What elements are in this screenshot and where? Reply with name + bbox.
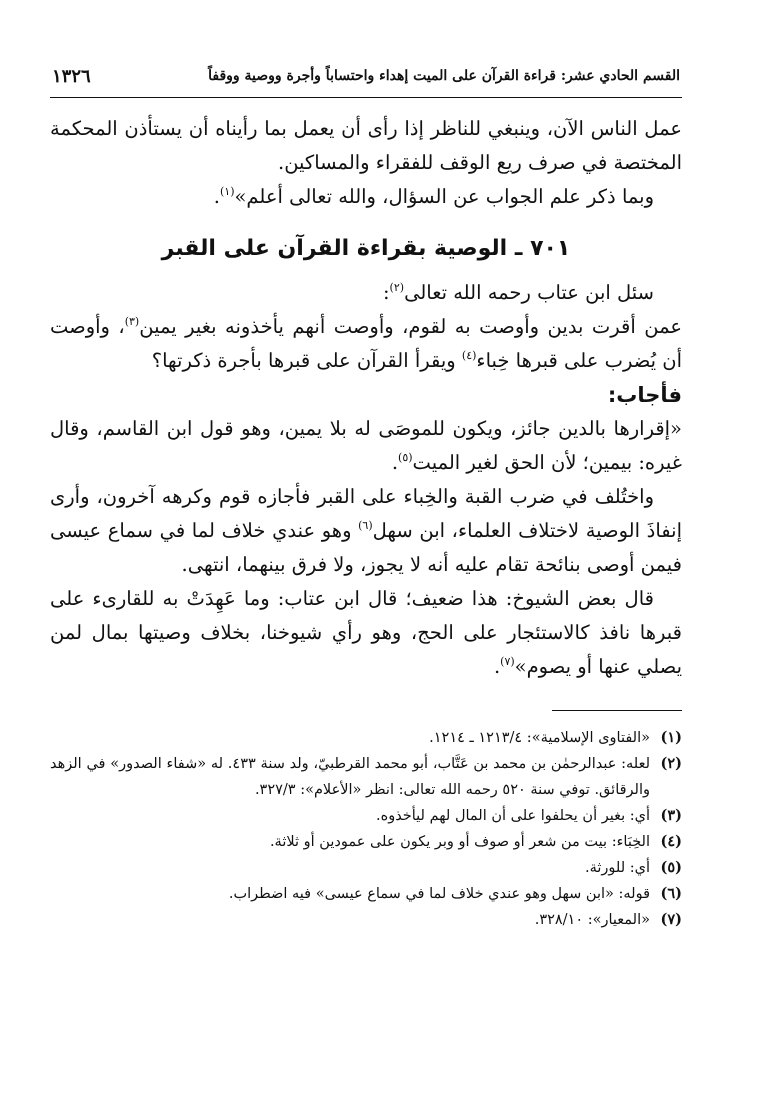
answer-paragraph-1: «إقرارها بالدين جائز، ويكون للموصَى له بلا يمين، وهو قول ابن القاسم، وقال غيره: بيمين؛ لأن الحق لغير الميت$^{(٥)}$. bbox=[50, 417, 682, 474]
footnote-number: (٧) bbox=[660, 911, 682, 928]
question-intro: سئل ابن عتاب رحمه الله تعالى$^{(٢)}$: bbox=[382, 281, 654, 304]
footnotes bbox=[50, 725, 682, 933]
footnote-item bbox=[50, 725, 682, 751]
footnote-ref-4[interactable]: (٤) bbox=[461, 349, 477, 362]
footnote-text: أي: للورثة. bbox=[584, 860, 650, 876]
footnote-ref-7[interactable]: (٧) bbox=[500, 655, 515, 668]
footnote-text: «الفتاوى الإسلامية»: ١٢١٣/٤ ـ ١٢١٤. bbox=[429, 730, 650, 746]
footnote-text: أي: بغير أن يحلفوا على أن المال لهم ليأخذوه. bbox=[375, 808, 650, 824]
footnote-number: (١) bbox=[660, 729, 682, 746]
footnote-number: (٢) bbox=[660, 755, 682, 772]
footnote-item bbox=[50, 855, 682, 881]
page-number: ١٣٢٦ bbox=[52, 65, 91, 87]
footnote-text: الخِبَاء: بيت من شعر أو صوف أو وبر يكون على عمودين أو ثلاثة. bbox=[269, 834, 650, 850]
footnote-item bbox=[50, 803, 682, 829]
answer-paragraph-2: واختُلف في ضرب القبة والخِباء على القبر فأجازه قوم وكرهه آخرون، وأرى إنفاذَ الوصية لاختلاف العلماء، ابن سهل$^{(٦)}$ وهو عندي خلاف لما في سماع عيسى فيمن أوصى بنائحة تقام عليه أنه لا يجوز، ولا فرق بينهما، انتهى. bbox=[50, 485, 682, 576]
footnote-text: «المعيار»: ٣٢٨/١٠. bbox=[534, 912, 650, 928]
answer-heading: فأجاب: bbox=[607, 383, 682, 407]
footnote-number: (٤) bbox=[660, 833, 682, 850]
footnote-ref-3[interactable]: (٣) bbox=[124, 315, 140, 328]
footnote-item bbox=[50, 829, 682, 855]
footnote-text: قوله: «ابن سهل وهو عندي خلاف لما في سماع عيسى» فيه اضطراب. bbox=[228, 886, 650, 902]
running-header bbox=[50, 55, 682, 98]
footnote-text: لعله: عبدالرحمٰن بن محمد بن عَتَّاب، أبو محمد القرطبيّ، ولد سنة ٤٣٣. له «شفاء الصدور» في الزهد والرقائق. توفي سنة ٥٢٠ رحمه الله تعالى: انظر «الأعلام»: ٣٢٧/٣. bbox=[50, 756, 650, 798]
footnote-number: (٣) bbox=[660, 807, 682, 824]
footnote-ref-2[interactable]: (٢) bbox=[389, 281, 405, 294]
question-text: عمن أقرت بدين وأوصت به لقوم، وأوصت أنهم يأخذونه بغير يمين$^{(٣)}$، وأوصت أن يُضرب على قبرها خِباء$^{(٤)}$ ويقرأ القرآن على قبرها بأجرة ذكرتها؟ bbox=[50, 315, 682, 372]
paragraph-continuation: عمل الناس الآن، وينبغي للناظر إذا رأى أن يعمل بما رأيناه أن يستأذن المحكمة المختصة في صرف ريع الوقف للفقراء والمساكين. bbox=[50, 117, 682, 174]
footnote-divider bbox=[552, 710, 682, 711]
footnote-item bbox=[50, 751, 682, 803]
running-title: القسم الحادي عشر: قراءة القرآن على الميت إهداء واحتساباً وأجرة ووصية ووقفاً bbox=[208, 68, 680, 84]
main-text bbox=[50, 112, 682, 684]
footnote-number: (٥) bbox=[660, 859, 682, 876]
closing-line: وبما ذكر علم الجواب عن السؤال، والله تعالى أعلم»$^{(١)}$. bbox=[213, 185, 654, 208]
footnote-ref-1[interactable]: (١) bbox=[219, 185, 235, 198]
footnote-ref-5[interactable]: (٥) bbox=[398, 451, 413, 464]
footnote-ref-6[interactable]: (٦) bbox=[358, 519, 373, 532]
footnote-item bbox=[50, 881, 682, 907]
book-page bbox=[50, 55, 682, 933]
footnote-item bbox=[50, 907, 682, 933]
answer-paragraph-3: قال بعض الشيوخ: هذا ضعيف؛ قال ابن عتاب: وما عَهِدَتْ به للقارىء على قبرها نافذ كالاستئجار على الحج، وهو رأي شيوخنا، بخلاف وصيتها بمال لمن يصلي عنها أو يصوم»$^{(٧)}$. bbox=[50, 587, 682, 678]
footnote-number: (٦) bbox=[660, 885, 682, 902]
section-title: ٧٠١ ـ الوصية بقراءة القرآن على القبر bbox=[161, 236, 571, 261]
